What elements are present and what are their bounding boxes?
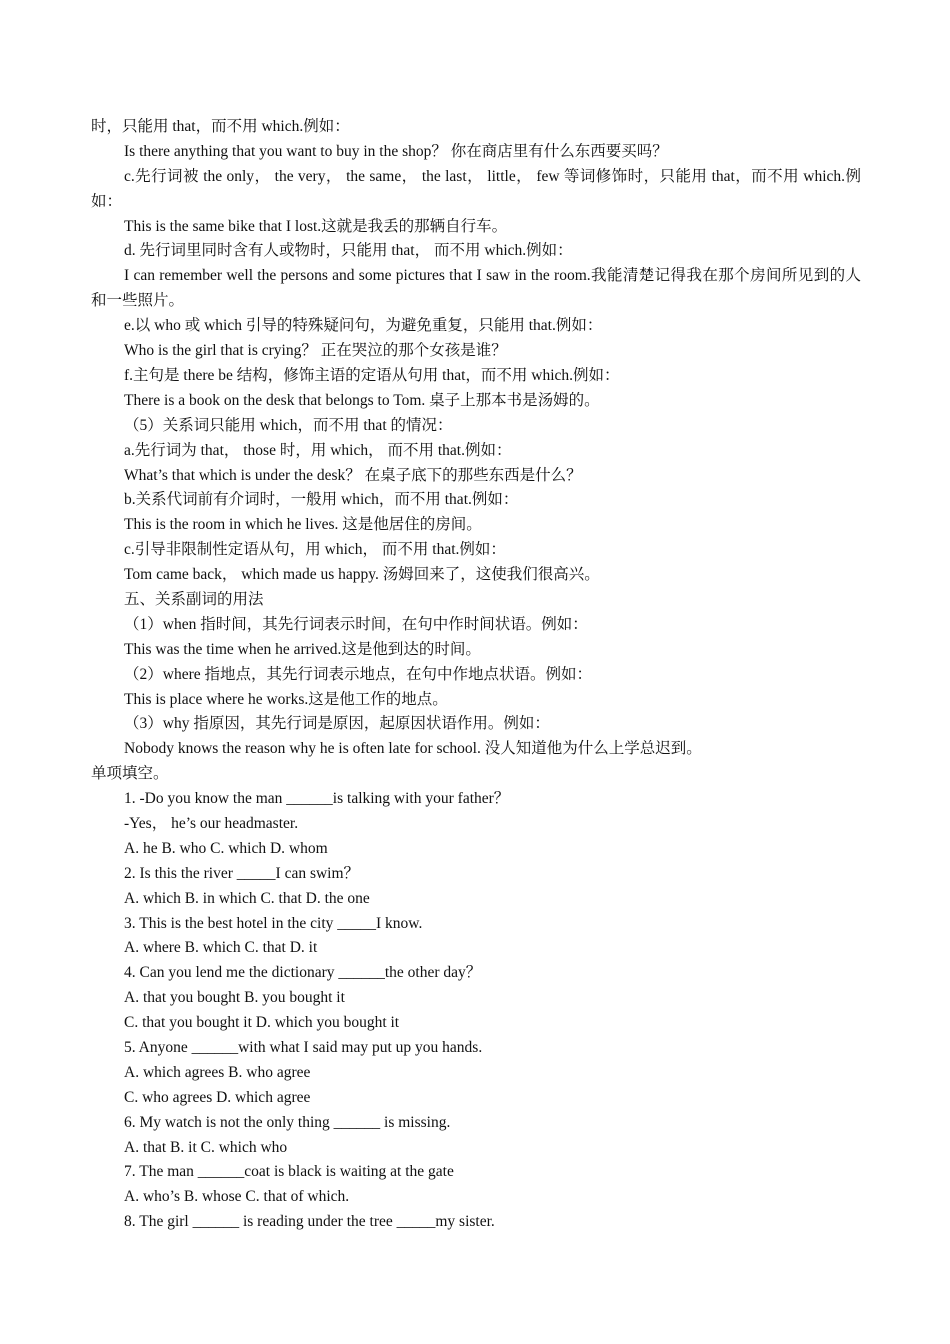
text-line: 时，只能用 that，而不用 which.例如： <box>91 118 350 135</box>
exercise-heading: 单项填空。 <box>91 765 169 783</box>
options-line: A. who’s B. whose C. that of which. <box>124 1188 350 1206</box>
text-line: This is place where he works.这是他工作的地点。 <box>124 690 448 708</box>
options-line: A. where B. which C. that D. it <box>124 939 318 957</box>
options-line: C. that you bought it D. which you bought it <box>124 1014 400 1032</box>
options-line: A. that B. it C. which who <box>124 1138 288 1156</box>
text-line: b.关系代词前有介词时，一般用 which，而不用 that.例如： <box>124 491 519 509</box>
question-line: 6. My watch is not the only thing ______ is missing. <box>124 1113 451 1131</box>
text-line: Who is the girl that is crying？ 正在哭泣的那个女孩是谁？ <box>124 342 507 360</box>
section-heading: （5）关系词只能用 which，而不用 that 的情况： <box>124 416 453 434</box>
text-line: （3）why 指原因，其先行词是原因，起原因状语作用。例如： <box>124 715 550 733</box>
question-line: -Yes， he’s our headmaster. <box>124 815 299 832</box>
text-line: （2）where 指地点，其先行词表示地点，在句中作地点状语。例如： <box>124 665 592 683</box>
text-line: c.引导非限制性定语从句，用 which， 而不用 that.例如： <box>124 541 506 559</box>
text-line: Nobody knows the reason why he is often late for school. 没人知道他为什么上学总迟到。 <box>124 740 702 758</box>
question-line: 7. The man ______coat is black is waiting at the gate <box>124 1163 454 1181</box>
text-line: （1）when 指时间，其先行词表示时间，在句中作时间状语。例如： <box>124 615 588 633</box>
question-line: 4. Can you lend me the dictionary ______the other day？ <box>124 964 482 982</box>
question-line: 8. The girl ______ is reading under the tree _____my sister. <box>124 1213 495 1231</box>
document-body <box>91 115 861 1235</box>
text-line: d. 先行词里同时含有人或物时，只能用 that， 而不用 which.例如： <box>124 242 573 260</box>
text-paragraph: I can remember well the persons and some pictures that I saw in the room.我能清楚记得我在那个房间所见到的人和一些照片。 <box>91 267 861 310</box>
text-line: f.主句是 there be 结构，修饰主语的定语从句用 that，而不用 which.例如： <box>124 366 620 384</box>
text-line: There is a book on the desk that belongs to Tom. 桌子上那本书是汤姆的。 <box>124 391 600 409</box>
text-paragraph: c.先行词被 the only， the very， the same， the last， little， few 等词修饰时，只能用 that，而不用 which.例如： <box>91 167 861 210</box>
text-line: Tom came back， which made us happy. 汤姆回来了，这使我们很高兴。 <box>124 566 600 584</box>
text-line: Is there anything that you want to buy in the shop？ 你在商店里有什么东西要买吗？ <box>124 142 668 160</box>
options-line: A. he B. who C. which D. whom <box>124 839 328 857</box>
question-line: 3. This is the best hotel in the city _____I know. <box>124 914 423 932</box>
text-line: e.以 who 或 which 引导的特殊疑问句，为避免重复，只能用 that.例如： <box>124 317 603 335</box>
text-line: a.先行词为 that， those 时，用 which， 而不用 that.例如： <box>124 441 512 459</box>
question-line: 5. Anyone ______with what I said may put up you hands. <box>124 1039 483 1057</box>
options-line: A. which agrees B. who agree <box>124 1063 311 1081</box>
text-line: This is the room in which he lives. 这是他居住的房间。 <box>124 516 482 534</box>
question-line: 1. -Do you know the man ______is talking with your father？ <box>124 790 510 808</box>
text-line: This was the time when he arrived.这是他到达的时间。 <box>124 640 481 658</box>
section-heading: 五、关系副词的用法 <box>124 590 264 608</box>
question-line: 2. Is this the river _____I can swim？ <box>124 864 360 882</box>
text-line: What’s that which is under the desk？ 在桌子底下的那些东西是什么？ <box>124 466 582 484</box>
options-line: A. which B. in which C. that D. the one <box>124 889 370 907</box>
options-line: A. that you bought B. you bought it <box>124 989 345 1007</box>
text-line: This is the same bike that I lost.这就是我丢的那辆自行车。 <box>124 217 508 235</box>
options-line: C. who agrees D. which agree <box>124 1088 311 1106</box>
